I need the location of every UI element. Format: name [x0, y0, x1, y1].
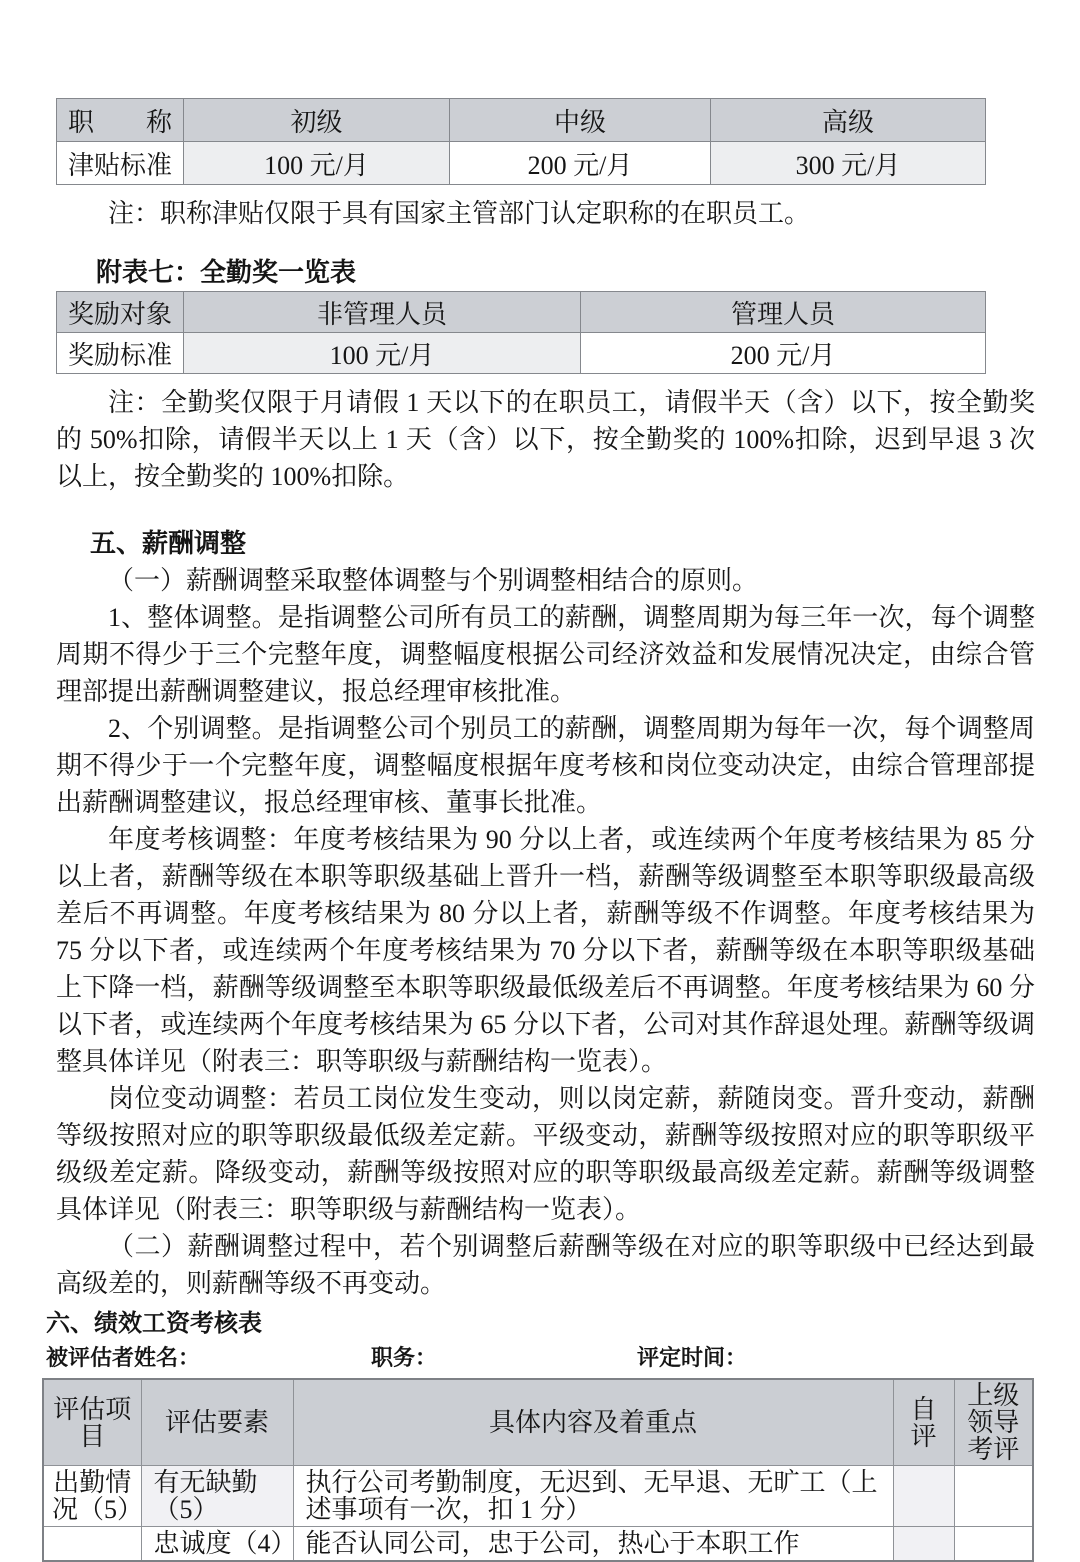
full-attendance-note: 注：全勤奖仅限于月请假 1 天以下的在职员工，请假半天（含）以下，按全勤奖的 50%扣除，请假半天以上 1 天（含）以下，按全勤奖的 100%扣除，迟到早退 3 次以上，按全勤奖的 100%扣除。: [56, 388, 1035, 491]
performance-assessment-table: [42, 1378, 1034, 1562]
cell-loyalty-content: 能否认同公司，忠于公司，热心于本职工作: [293, 1527, 893, 1562]
attendance-award-header-row: [57, 292, 986, 333]
attendance-award-data-row: [57, 333, 986, 374]
cell-loyalty-leader-rating: [954, 1527, 1033, 1562]
header-cell-content-focus: 具体内容及着重点: [293, 1379, 893, 1466]
header-cell-non-management: 非管理人员: [184, 292, 581, 333]
cell-loyalty-factor: 忠诚度（4）: [141, 1527, 293, 1562]
section6-block: [42, 1306, 1035, 1562]
title-allowance-note: 注：职称津贴仅限于具有国家主管部门认定职称的在职员工。: [108, 199, 811, 228]
cell-attendance-content: 执行公司考勤制度，无迟到、无早退、无旷工（上述事项有一次，扣 1 分）: [293, 1466, 893, 1527]
assessee-name-label: 被评估者姓名：: [46, 1345, 201, 1370]
cell-absence-factor: 有无缺勤（5）: [141, 1466, 293, 1527]
section5-paragraph-1: （一）薪酬调整采取整体调整与个别调整相结合的原则。: [108, 566, 759, 595]
header-cell-middle: 中级: [450, 99, 711, 142]
position-label: 职务：: [371, 1345, 438, 1370]
header-cell-management: 管理人员: [581, 292, 986, 333]
header-cell-leader-rating: 上级领导考评: [954, 1379, 1033, 1466]
header-cell-job-title: 职 称: [57, 99, 184, 142]
cell-attendance-self-rating: [893, 1466, 954, 1527]
cell-attendance-leader-rating: [954, 1466, 1033, 1527]
header-cell-assessment-item: 评估项目: [43, 1379, 141, 1466]
title-allowance-data-row: [57, 142, 986, 185]
appendix7-title: 附表七：全勤奖一览表: [96, 258, 357, 287]
title-allowance-table: [56, 98, 986, 185]
cell-senior-allowance: 300 元/月: [711, 142, 986, 185]
header-cell-award-target: 奖励对象: [57, 292, 184, 333]
assessment-row-loyalty: [43, 1527, 1033, 1562]
cell-loyalty-item: [43, 1527, 141, 1562]
full-attendance-award-table: [56, 291, 986, 374]
cell-non-management-award: 100 元/月: [184, 333, 581, 374]
assessee-fields-line: [46, 1342, 1035, 1378]
section6-title: 六、绩效工资考核表: [46, 1310, 262, 1337]
header-cell-junior: 初级: [184, 99, 450, 142]
section5-paragraph-3: 2、个别调整。是指调整公司个别员工的薪酬，调整周期为每年一次，每个调整周期不得少于一个完整年度，调整幅度根据年度考核和岗位变动决定，由综合管理部提出薪酬调整建议，报总经理审核、董事长批准。: [56, 714, 1035, 817]
header-cell-senior: 高级: [711, 99, 986, 142]
cell-middle-allowance: 200 元/月: [450, 142, 711, 185]
cell-attendance-item: 出勤情况（5）: [43, 1466, 141, 1527]
assessment-row-attendance: [43, 1466, 1033, 1527]
cell-loyalty-self-rating: [893, 1527, 954, 1562]
section5-title: 五、薪酬调整: [90, 529, 247, 558]
cell-management-award: 200 元/月: [581, 333, 986, 374]
title-allowance-header-row: [57, 99, 986, 142]
assessment-header-row: [43, 1379, 1033, 1466]
row-label-allowance-standard: 津贴标准: [57, 142, 184, 185]
section5-paragraph-4: 年度考核调整：年度考核结果为 90 分以上者，或连续两个年度考核结果为 85 分以上者，薪酬等级在本职等职级基础上晋升一档，薪酬等级调整至本职等职级最高级差后不再调整。年度考核结果为 80 分以上者，薪酬等级不作调整。年度考核结果为 75 分以下者，或连续两个年度考核结果为 70 分以下者，薪酬等级在本职等职级基础上下降一档，薪酬等级调整至本职等职级最低级差后不再调整。年度考核结果为 60 分以下者，或连续两个年度考核结果为 65 分以下者，公司对其作辞退处理。薪酬等级调整具体详见（附表三：职等职级与薪酬结构一览表）。: [56, 825, 1035, 1076]
section5-paragraph-5: 岗位变动调整：若员工岗位发生变动，则以岗定薪，薪随岗变。晋升变动，薪酬等级按照对应的职等职级最低级差定薪。平级变动，薪酬等级按照对应的职等职级平级级差定薪。降级变动，薪酬等级按照对应的职等职级最高级差定薪。薪酬等级调整具体详见（附表三：职等职级与薪酬结构一览表）。: [56, 1084, 1035, 1224]
section5-paragraph-6: （二）薪酬调整过程中，若个别调整后薪酬等级在对应的职等职级中已经达到最高级差的，则薪酬等级不再变动。: [56, 1232, 1035, 1298]
section5-paragraph-2: 1、整体调整。是指调整公司所有员工的薪酬，调整周期为每三年一次，每个调整周期不得少于三个完整年度，调整幅度根据公司经济效益和发展情况决定，由综合管理部提出薪酬调整建议，报总经理审核批准。: [56, 603, 1035, 706]
header-cell-self-rating: 自评: [893, 1379, 954, 1466]
header-cell-assessment-factor: 评估要素: [141, 1379, 293, 1466]
cell-junior-allowance: 100 元/月: [184, 142, 450, 185]
assessment-time-label: 评定时间：: [637, 1345, 748, 1370]
row-label-award-standard: 奖励标准: [57, 333, 184, 374]
